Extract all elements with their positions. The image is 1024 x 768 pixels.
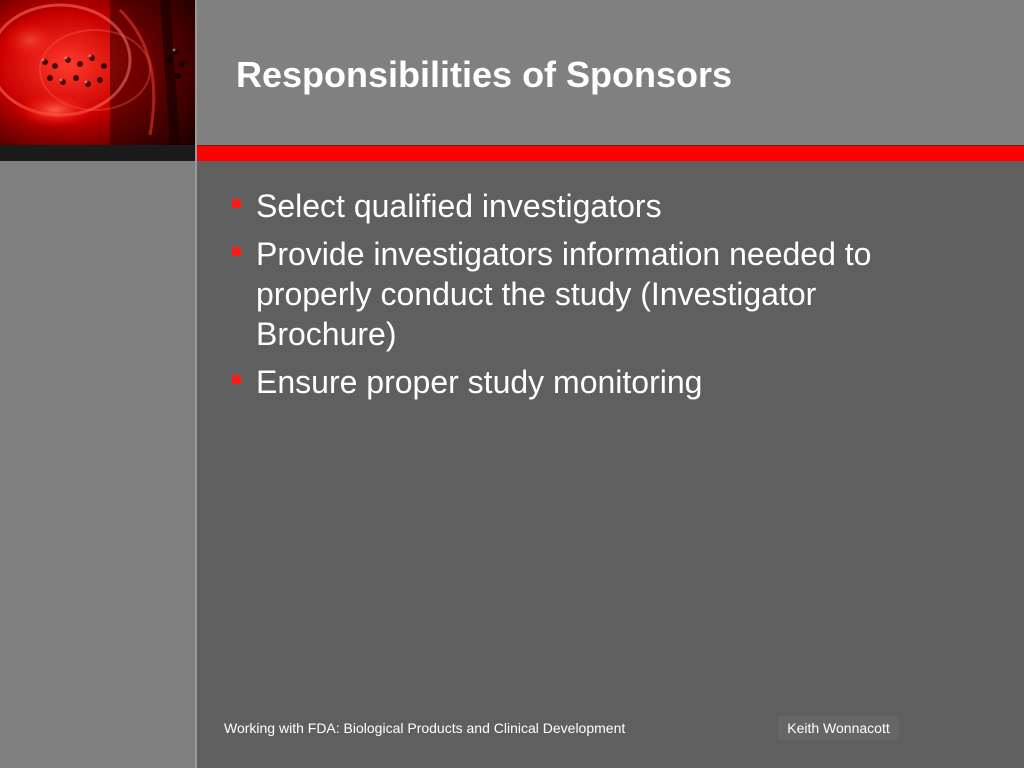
bullet-item xyxy=(230,362,920,402)
bullet-text: Ensure proper study monitoring xyxy=(256,364,703,400)
slide-title: Responsibilities of Sponsors xyxy=(236,54,733,95)
header-rule-dark xyxy=(0,145,195,161)
square-bullet-icon xyxy=(232,247,241,256)
bullet-text: Provide investigators information needed to properly conduct the study (Investigator Brochure) xyxy=(256,236,872,352)
red-lab-photo xyxy=(0,0,195,145)
square-bullet-icon xyxy=(232,199,241,208)
red-rule-edge xyxy=(197,145,1024,146)
header-photo xyxy=(0,0,195,145)
left-panel xyxy=(0,161,195,768)
bullet-list xyxy=(230,186,920,410)
header-rule-red xyxy=(197,145,1024,161)
bullet-item xyxy=(230,186,920,226)
bullet-item xyxy=(230,234,920,354)
panel-divider xyxy=(195,0,197,768)
footer-presentation-title: Working with FDA: Biological Products and Clinical Development xyxy=(224,720,626,736)
square-bullet-icon xyxy=(232,375,241,384)
bullet-text: Select qualified investigators xyxy=(256,188,662,224)
footer-author: Keith Wonnacott xyxy=(778,716,899,740)
